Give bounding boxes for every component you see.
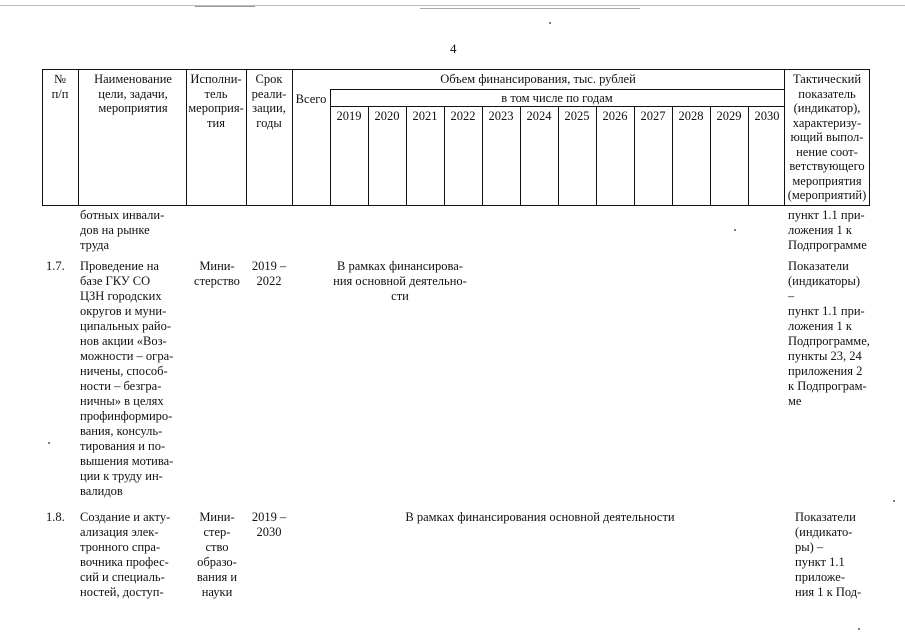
scan-speck	[48, 442, 50, 444]
scan-speck	[893, 500, 895, 502]
years-subheader-line	[330, 106, 784, 107]
year-column-header: 2023	[488, 109, 514, 123]
header-name: Наименование цели, задачи, мероприятия	[94, 72, 172, 115]
year-column-header: 2020	[374, 109, 400, 123]
year-column-header: 2019	[336, 109, 362, 123]
col-divider	[330, 89, 331, 206]
year-column-header: 2026	[602, 109, 628, 123]
scan-speck	[549, 22, 551, 24]
funding-subheader-line	[330, 89, 784, 90]
header-executor: Исполни- тель мероприя- тия	[188, 72, 244, 130]
continuation-indicator: пункт 1.1 при- ложения 1 к Подпрограмме	[788, 208, 867, 252]
header-indicator: Тактический показатель (индикатор), характеризу- ющий выпол- нение соот- ветствующего мероприятия (мероприятий)	[787, 72, 867, 202]
row-funding: В рамках финансирования основной деятельности	[405, 510, 675, 524]
continuation-name: ботных инвали- дов на рынке труда	[80, 208, 165, 252]
row-term: 2019 – 2022	[251, 259, 287, 288]
row-indicator: Показатели (индикато- ры) – пункт 1.1 приложе- ния 1 к Под-	[795, 510, 862, 599]
year-column-header: 2025	[564, 109, 590, 123]
year-column-header: 2021	[412, 109, 438, 123]
row-executor: Мини- стерство	[194, 259, 240, 288]
row-name: Создание и акту- ализация элек- тронного спра- вочника профес- сий и специаль- ностей, доступ-	[80, 510, 171, 599]
row-name: Проведение на базе ГКУ СО ЦЗН городских округов и муни- ципальных райо- нов акции «Воз- можности – огра- ничены, способ- ности – безгра- ничны» в целях профинформиро- вания, консуль- тирования и по- вышения мотива- ции к труду ин- валидов	[80, 259, 174, 498]
page-number: 4	[450, 41, 457, 56]
col-divider	[784, 69, 785, 206]
header-total: Всего	[295, 92, 327, 106]
header-funding: Объем финансирования, тыс. рублей	[440, 72, 636, 86]
header-by-years: в том числе по годам	[501, 91, 613, 105]
year-column-header: 2024	[526, 109, 552, 123]
row-indicator: Показатели (индикаторы) – пункт 1.1 при- ложения 1 к Подпрограмме, пункты 23, 24 приложения 2 к Подпрограм- ме	[788, 259, 870, 408]
row-number: 1.7.	[46, 259, 65, 273]
row-funding: В рамках финансирова- ния основной деятельно- сти	[333, 259, 467, 303]
table-right-border	[869, 69, 870, 206]
header-term: Срок реали- зации, годы	[251, 72, 287, 130]
year-column-header: 2027	[640, 109, 666, 123]
table-top-border	[42, 69, 869, 70]
row-executor: Мини- стер- ство образо- вания и науки	[196, 510, 238, 599]
scan-speck	[858, 628, 860, 630]
scan-edge	[0, 5, 905, 6]
header-num: № п/п	[51, 72, 69, 101]
row-term: 2019 – 2030	[251, 510, 287, 539]
year-column-header: 2022	[450, 109, 476, 123]
header-bottom-border	[42, 205, 869, 206]
scan-mark	[420, 8, 640, 9]
scan-speck	[734, 229, 736, 231]
col-divider	[78, 69, 79, 206]
year-column-header: 2030	[754, 109, 780, 123]
year-column-header: 2028	[678, 109, 704, 123]
row-number: 1.8.	[46, 510, 65, 524]
year-column-header: 2029	[716, 109, 742, 123]
scan-mark	[195, 6, 255, 7]
col-divider	[292, 69, 293, 206]
